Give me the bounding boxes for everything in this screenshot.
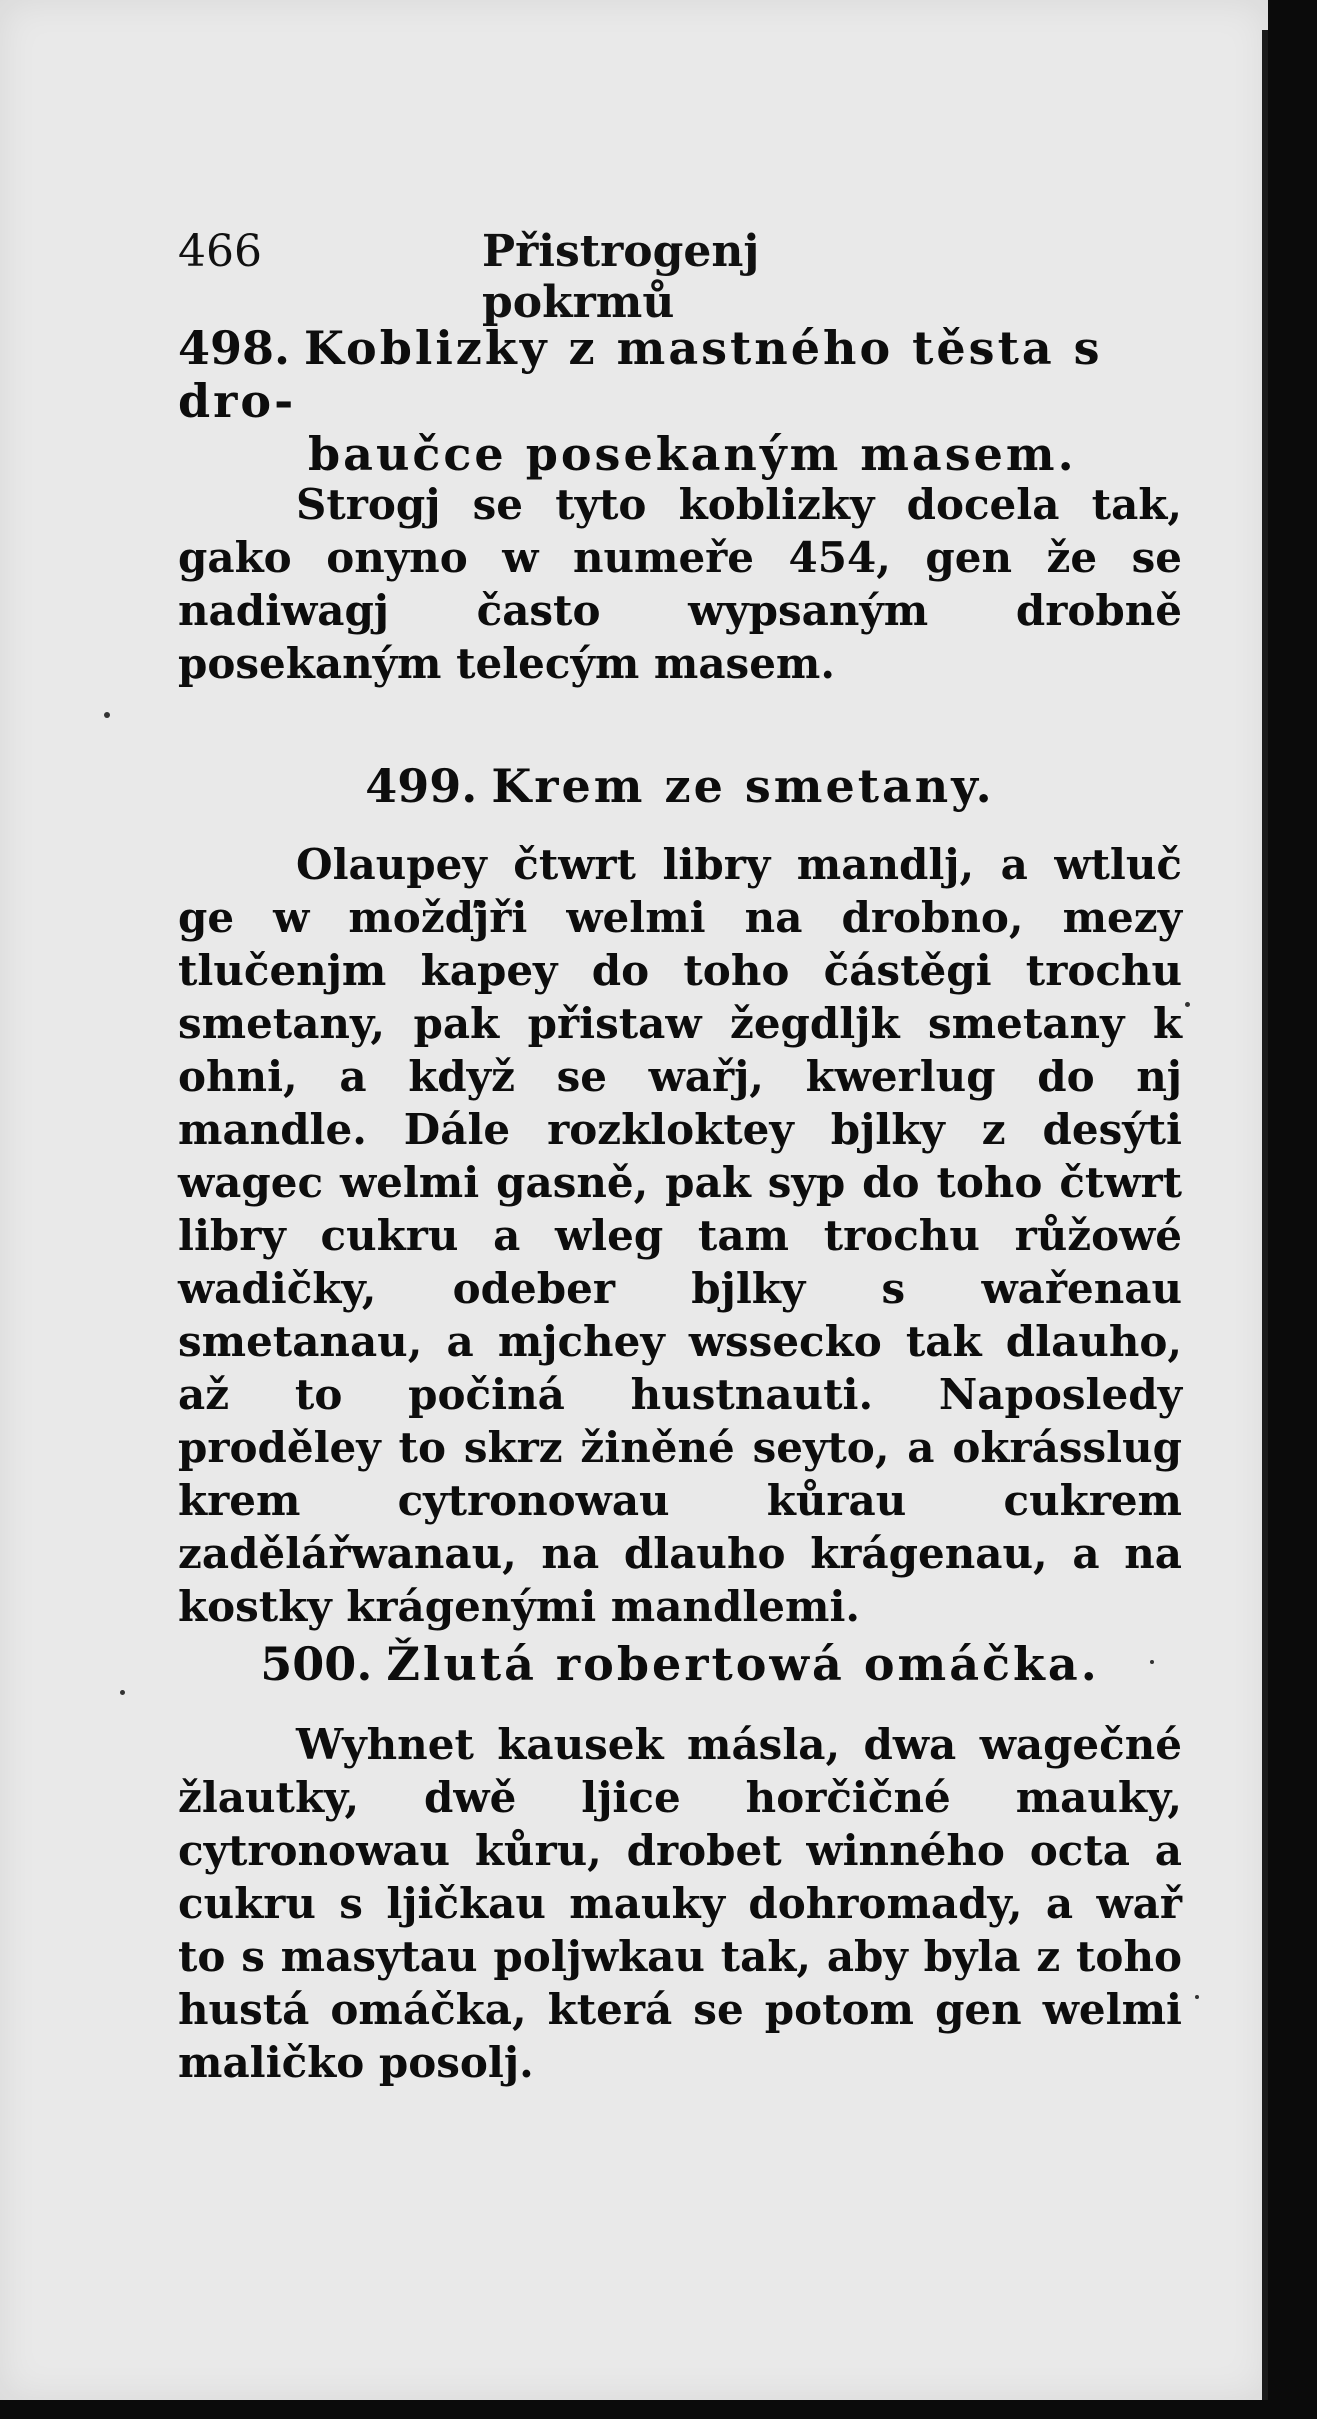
recipe-498-heading [178, 322, 1182, 481]
recipe-title: Krem ze smetany. [491, 759, 995, 813]
print-speck [1185, 1002, 1190, 1007]
recipe-title: Žlutá robertowá omáčka. [386, 1637, 1100, 1691]
recipe-number: 499. [365, 759, 478, 813]
print-speck [104, 712, 110, 718]
recipe-500-heading [178, 1638, 1182, 1691]
recipe-title: Koblizky z mastného těsta s dro- [178, 321, 1103, 428]
print-speck [1150, 1660, 1154, 1664]
recipe-499-body: Olaupey čtwrt libry mandlj, a wtluč ge w možďjři welmi na drobno, mezy tlučenjm kapey do toho částěgi trochu smetany, pak přistaw žegdljk smetany k ohni, a když se wařj, kwerlug do nj mandle. Dále rozkloktey bjlky z desýti wagec welmi gasně, pak syp do toho čtwrt libry cukru a wleg tam trochu růžowé wadičky, odeber bjlky s wařenau smetanau, a mjchey wssecko tak dlauho, až to počiná hustnauti. Naposledy proděley to skrz žiněné seyto, a okrásslug krem cytronowau kůrau cukrem zadělářwanau, na dlauho krágenau, a na kostky krágenými mandlemi. [178, 840, 1182, 1631]
page-number: 466 [178, 226, 262, 277]
print-speck [1195, 1995, 1199, 1999]
recipe-499-heading [178, 760, 1182, 813]
print-speck [120, 1690, 125, 1695]
running-title: Přistrogenj pokrmů [482, 226, 760, 328]
recipe-title-continued: baučce posekaným masem. [308, 427, 1077, 481]
recipe-number: 500. [260, 1637, 373, 1691]
page-edge-shadow [1262, 30, 1268, 2400]
recipe-number: 498. [178, 321, 291, 375]
recipe-500-body: Wyhnet kausek másla, dwa wagečné žlautky, dwě ljice horčičné mauky, cytronowau kůru, drobet winného octa a cukru s ljičkau mauky dohromady, a wař to s masytau poljwkau tak, aby byla z toho hustá omáčka, která se potom gen welmi maličko posolj. [178, 1720, 1182, 2087]
recipe-498-body: Strogj se tyto koblizky docela tak, gako onyno w numeře 454, gen že se nadiwagj často wypsaným drobně posekaným telecým masem. [178, 480, 1182, 688]
page-header [178, 226, 868, 328]
